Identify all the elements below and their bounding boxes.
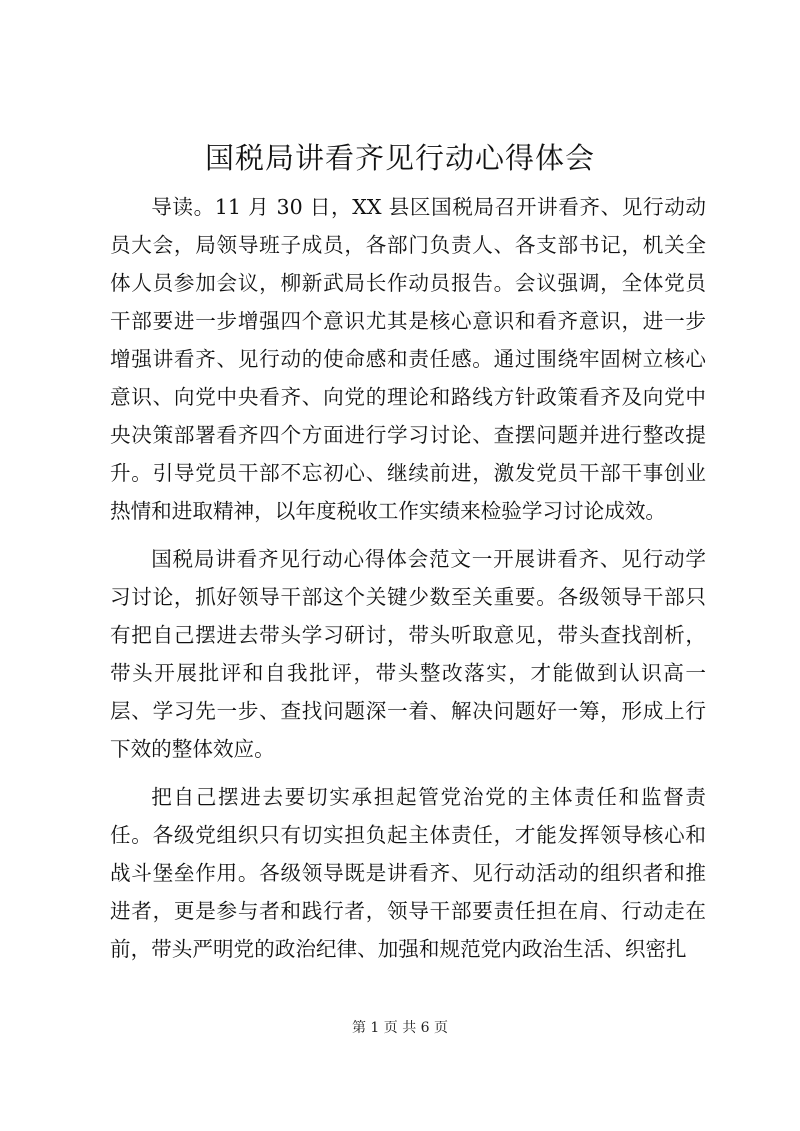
page-footer: 第 1 页 共 6 页: [351, 1020, 449, 1036]
paragraph-sample-one: 国税局讲看齐见行动心得体会范文一开展讲看齐、见行动学习讨论，抓好领导干部这个关键少数至关重要。各级领导干部只有把自己摆进去带头学习研讨，带头听取意见，带头查找剖析，带头开展批评和自我批评，带头整改落实，才能做到认识高一层、学习先一步、查找问题深一着、解决问题好一筹，形成上行下效的整体效应。: [110, 547, 706, 761]
document-body: [110, 188, 706, 968]
document-title: 国税局讲看齐见行动心得体会: [204, 141, 595, 175]
paragraph-intro: 导读。11 月 30 日，XX 县区国税局召开讲看齐、见行动动员大会，局领导班子成员，各部门负责人、各支部书记，机关全体人员参加会议，柳新武局长作动员报告。会议强调，全体党员干部要进一步增强四个意识尤其是核心意识和看齐意识，进一步增强讲看齐、见行动的使命感和责任感。通过围绕牢固树立核心意识、向党中央看齐、向党的理论和路线方针政策看齐及向党中央决策部署看齐四个方面进行学习讨论、查摆问题并进行整改提升。引导党员干部不忘初心、继续前进，激发党员干部干事创业热情和进取精神，以年度税收工作实绩来检验学习讨论成效。: [110, 195, 706, 523]
paragraph-responsibility: 把自己摆进去要切实承担起管党治党的主体责任和监督责任。各级党组织只有切实担负起主体责任，才能发挥领导核心和战斗堡垒作用。各级领导既是讲看齐、见行动活动的组织者和推进者，更是参与者和践行者，领导干部要责任担在肩、行动走在前，带头严明党的政治纪律、加强和规范党内政治生活、织密扎: [110, 785, 706, 961]
